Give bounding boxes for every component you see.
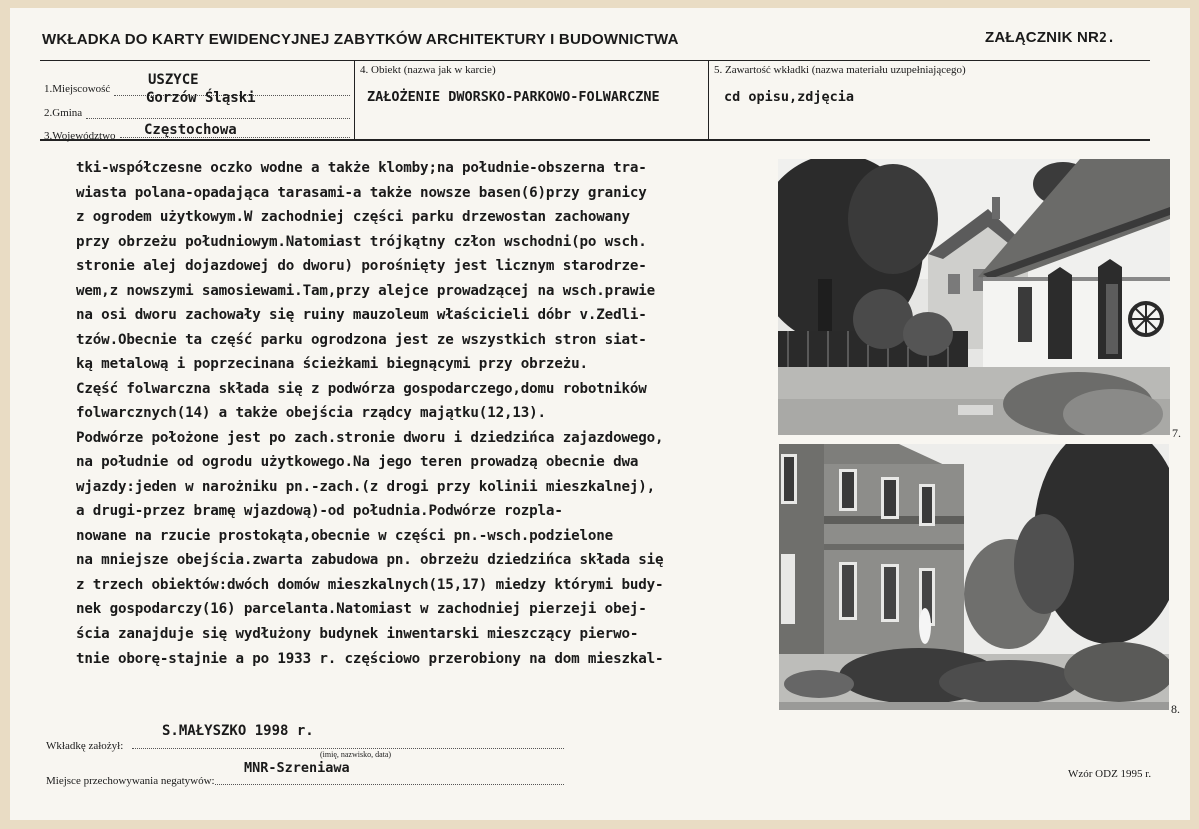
form-model: Wzór ODZ 1995 r. — [1068, 768, 1152, 780]
body-line: na osi dworu zachowały się ruiny mauzoleum właścicieli dóbr v.Zedli- — [76, 307, 647, 323]
body-line: wiasta polana-opadająca tarasami-a także nowsze basen(6)przy granicy — [76, 185, 647, 201]
photo-manor-house — [778, 159, 1170, 435]
object-label: 4. Obiekt (nazwa jak w karcie) — [360, 64, 496, 76]
body-line: ścia zanajduje się wydłużony budynek inwentarski mieszczący pierwo- — [76, 626, 639, 642]
body-line: Część folwarczna składa się z podwórza gospodarczego,domu robotników — [76, 381, 647, 397]
body-line: tnie oborę-stajnie a po 1933 r. częściowo przerobiony na dom mieszkal- — [76, 651, 664, 667]
header-bottom-rule — [40, 139, 1150, 141]
locality-value: USZYCE — [148, 72, 199, 88]
body-line: a drugi-przez bramę wjazdową)-od południa.Podwórze rozpla- — [76, 503, 563, 519]
body-line: wem,z nowszymi samosiewami.Tam,przy alejce prowadzącej na wsch.prawie — [76, 283, 656, 299]
storage-label: Miejsce przechowywania negatywów: — [46, 775, 215, 787]
body-line: z trzech obiektów:dwóch domów mieszkalnych(15,17) miedzy którymi budy- — [76, 577, 664, 593]
body-line: Podwórze położone jest po zach.stronie dworu i dziedzińca zajazdowego, — [76, 430, 664, 446]
body-line: tki-współczesne oczko wodne a także klomby;na południe-obszerna tra- — [76, 160, 647, 176]
body-line: przy obrzeżu południowym.Natomiast trójkątny człon wschodni(po wsch. — [76, 234, 647, 250]
body-line: z ogrodem użytkowym.W zachodniej części parku drzewostan zachowany — [76, 209, 630, 225]
photo-residential-building-number: 8. — [1171, 702, 1180, 716]
attachment-text: ZAŁĄCZNIK NR — [985, 29, 1100, 46]
column-divider-1 — [354, 60, 355, 140]
photo-residential-building-image — [779, 444, 1169, 710]
body-line: wjazdy:jeden w narożniku pn.-zach.(z drogi przy kolinii mieszkalnej), — [76, 479, 656, 495]
locality-label: 1.Miejscowość — [44, 83, 111, 95]
body-line: na mniejsze obejścia.zwarta zabudowa pn. obrzeżu dziedzińca składa się — [76, 552, 664, 568]
body-line: na południe od ogrodu użytkowego.Na jego teren prowadzą obecnie dwa — [76, 454, 639, 470]
body-line: folwarcznych(14) a także obejścia rządcy majątku(12,13). — [76, 405, 546, 421]
attachment-label — [985, 29, 1115, 46]
voivodeship-value: Częstochowa — [144, 122, 237, 138]
storage-dotted-line — [215, 784, 564, 785]
voivodeship-dotted-line — [120, 137, 350, 138]
body-line: stronie alej dojazdowej do dworu) porośnięty jest licznym starodrze- — [76, 258, 647, 274]
attachment-number: 2. — [1099, 31, 1116, 46]
object-value: ZAŁOŻENIE DWORSKO-PARKOWO-FOLWARCZNE — [367, 89, 660, 105]
body-line: tzów.Obecnie ta część parku ogrodzona jest ze wszystkich stron siat- — [76, 332, 647, 348]
voivodeship-label: 3.Województwo — [44, 130, 116, 142]
author-dotted-line — [132, 748, 564, 749]
photo-residential-building — [779, 444, 1169, 710]
content-label: 5. Zawartość wkładki (nazwa materiału uzupełniającego) — [714, 64, 966, 76]
body-line: nowane na rzucie prostokąta,obecnie w części pn.-wsch.podzielone — [76, 528, 614, 544]
author-value: S.MAŁYSZKO 1998 r. — [162, 723, 314, 739]
body-line: ką metalową i poprzecinana ścieżkami biegnącymi przy obrzeżu. — [76, 356, 588, 372]
municipality-dotted-line — [86, 118, 350, 119]
author-label: Wkładkę założył: — [46, 740, 124, 752]
municipality-label: 2.Gmina — [44, 107, 83, 119]
author-hint: (imię, nazwisko, data) — [320, 750, 392, 759]
content-value: cd opisu,zdjęcia — [724, 89, 855, 105]
photo-manor-house-number: 7. — [1172, 426, 1181, 440]
column-divider-2 — [708, 60, 709, 140]
body-line: nek gospodarczy(16) parcelanta.Natomiast w zachodniej pierzeji obej- — [76, 601, 647, 617]
municipality-value: Gorzów Śląski — [146, 90, 256, 106]
photo-manor-house-image — [778, 159, 1170, 435]
record-card — [10, 8, 1190, 820]
header-top-rule — [40, 60, 1150, 61]
form-title: WKŁADKA DO KARTY EWIDENCYJNEJ ZABYTKÓW ARCHITEKTURY I BUDOWNICTWA — [42, 31, 679, 48]
storage-value: MNR-Szreniawa — [244, 760, 350, 776]
